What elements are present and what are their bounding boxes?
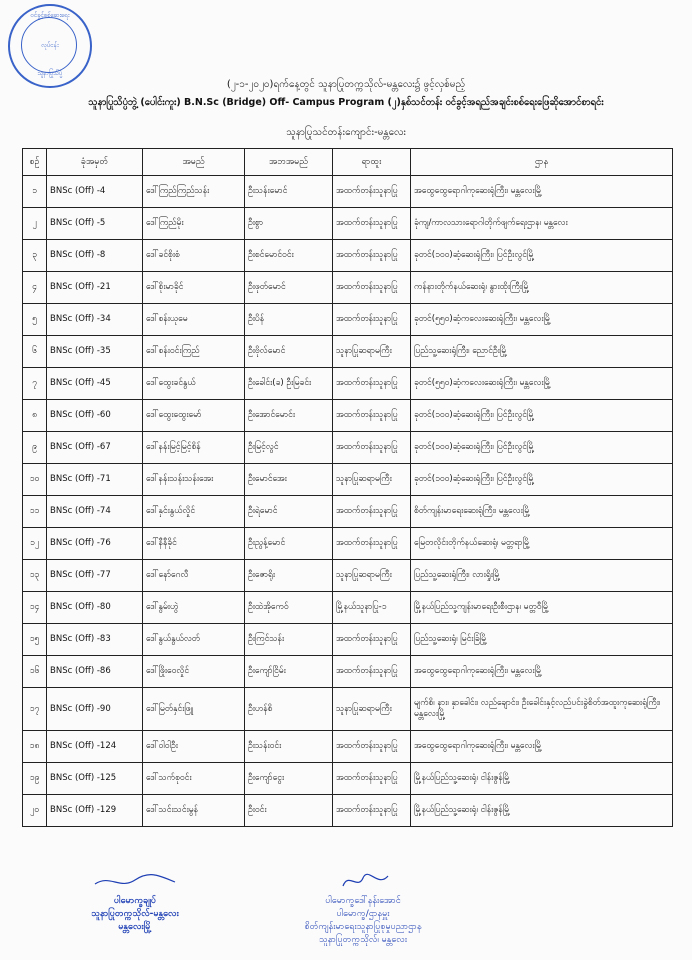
cell-father: ဦးပိန်: [245, 304, 333, 336]
cell-father: ဦးအောင်မောင်း: [245, 400, 333, 432]
table-row: [23, 368, 673, 400]
cell-no: ၆: [23, 336, 47, 368]
cell-dept: ပြည်သူ့ဆေးရုံ၊ မြင်းခြံမြို့: [411, 624, 673, 656]
table-row: [23, 336, 673, 368]
cell-roll: BNSc (Off) -60: [47, 400, 143, 432]
cell-father: ဦးဖုတ်မောင်: [245, 272, 333, 304]
cell-name: ဒေါ်ဝါဝါဦး: [143, 731, 245, 763]
signature-left-line2: သူနာပြုတက္ကသိုလ်-မန္တလေး: [91, 909, 179, 919]
cell-roll: BNSc (Off) -34: [47, 304, 143, 336]
table-row: [23, 272, 673, 304]
cell-father: ဦးဗိုလ်မောင်: [245, 336, 333, 368]
cell-roll: BNSc (Off) -80: [47, 592, 143, 624]
cell-rank: အထက်တန်းသူနာပြု: [333, 272, 411, 304]
seal-middle-text: လုပ်ငန်း: [41, 42, 59, 49]
signature-left-line3: မန္တလေးမြို့: [118, 922, 152, 932]
cell-no: ၂၀: [23, 795, 47, 827]
signature-scribble-icon: [90, 872, 180, 890]
table-row: [23, 688, 673, 731]
cell-name: ဒေါ်နွမ်းဟွဲ: [143, 592, 245, 624]
cell-rank: အထက်တန်းသူနာပြု: [333, 432, 411, 464]
cell-roll: BNSc (Off) -21: [47, 272, 143, 304]
cell-father: ဦးဝင်း: [245, 795, 333, 827]
cell-father: ဦးညွန့်မောင်: [245, 528, 333, 560]
cell-father: ဦးမြင့်လွင်: [245, 432, 333, 464]
cell-no: ၁၇: [23, 688, 47, 731]
cell-rank: အထက်တန်းသူနာပြု: [333, 208, 411, 240]
cell-roll: BNSc (Off) -124: [47, 731, 143, 763]
cell-rank: အထက်တန်းသူနာပြု: [333, 496, 411, 528]
cell-dept: အထွေထွေရောဂါကုဆေးရုံကြီး၊ မန္တလေးမြို့: [411, 731, 673, 763]
cell-father: ဦးကြင်သန်း: [245, 624, 333, 656]
cell-roll: BNSc (Off) -8: [47, 240, 143, 272]
cell-no: ၉: [23, 432, 47, 464]
cell-no: ၁၃: [23, 560, 47, 592]
cell-father: ဦးသန်းမောင်: [245, 176, 333, 208]
cell-dept: မြို့နယ်ပြည်သူ့ဆေးရုံ၊ ငါန်းဇွန်မြို့: [411, 795, 673, 827]
cell-dept: မြို့နယ်ပြည်သူ့ကျန်းမာရေးဦးစီးဌာန၊ မတ္တဝီမြို့: [411, 592, 673, 624]
cell-name: ဒေါ်ကြည်ကြည်သန်း: [143, 176, 245, 208]
cell-rank: အထက်တန်းသူနာပြု: [333, 624, 411, 656]
cell-no: ၃: [23, 240, 47, 272]
cell-dept: ပြည်သူ့ဆေးရုံကြီး၊ ညောင်ဦးမြို့: [411, 336, 673, 368]
cell-rank: အထက်တန်းသူနာပြု: [333, 240, 411, 272]
cell-name: ဒေါ်နန်းမြင့်မြင့်စိန်: [143, 432, 245, 464]
cell-no: ၁၁: [23, 496, 47, 528]
cell-rank: အထက်တန်းသူနာပြု: [333, 528, 411, 560]
cell-roll: BNSc (Off) -129: [47, 795, 143, 827]
col-header-rank: ရာထူး: [333, 149, 411, 176]
cell-roll: BNSc (Off) -74: [47, 496, 143, 528]
col-header-no: စဉ်: [23, 149, 47, 176]
cell-no: ၁၄: [23, 592, 47, 624]
cell-roll: BNSc (Off) -71: [47, 464, 143, 496]
cell-name: ဒေါ်သက်စုဝင်း: [143, 763, 245, 795]
cell-no: ၈: [23, 400, 47, 432]
header-line-3: သူနာပြုသင်တန်းကျောင်း-မန္တလေး: [286, 127, 406, 138]
cell-dept: ပြည်သူ့ဆေးရုံကြီး၊ လားရှိုးမြို့: [411, 560, 673, 592]
signature-right-name: ပါမောက္ခဒေါ်နန်းအောင်: [325, 896, 401, 906]
cell-rank: အထက်တန်းသူနာပြု: [333, 368, 411, 400]
cell-dept: မျက်စိ၊ နား၊ နှာခေါင်း၊ လည်ချောင်း၊ ဦးခေါင်းနှင့်လည်ပင်းခွဲစိတ်အထူးကုဆေးရုံကြီး၊ မန္တလေးမြို့: [411, 688, 673, 731]
seal-bottom-text: သူနာပြုသိပ္ပံ: [37, 70, 63, 77]
signature-left-title: ပါမောက္ခချုပ်: [113, 896, 157, 906]
table-row: [23, 731, 673, 763]
cell-dept: ခုတင်(၁၀၀)ဆံ့ဆေးရုံကြီး၊ ပြင်ဦးလွင်မြို့: [411, 432, 673, 464]
cell-rank: သူနာပြုဆရာမကြီး: [333, 464, 411, 496]
table-row: [23, 763, 673, 795]
table-row: [23, 560, 673, 592]
cell-no: ၇: [23, 368, 47, 400]
cell-roll: BNSc (Off) -45: [47, 368, 143, 400]
table-row: [23, 464, 673, 496]
cell-father: ဦးမောင်အေး: [245, 464, 333, 496]
results-table: [22, 148, 673, 827]
cell-roll: BNSc (Off) -125: [47, 763, 143, 795]
cell-dept: ခုတင်(၅၅၀)ဆံ့ကလေးဆေးရုံကြီး၊ မန္တလေးမြို့: [411, 368, 673, 400]
cell-name: ဒေါ်စန်းဝင်းကြည်: [143, 336, 245, 368]
cell-rank: သူနာပြုဆရာမကြီး: [333, 336, 411, 368]
cell-name: ဒေါ်နှင်းနွယ်လှိုင်: [143, 496, 245, 528]
cell-father: ဦးခေါင်း(ခ) ဦးမြခင်း: [245, 368, 333, 400]
cell-dept: ခုတင်(၁၀၀)ဆံ့ဆေးရုံကြီး၊ ပြင်ဦးလွင်မြို့: [411, 464, 673, 496]
cell-dept: ခုတင်(၁၀၀)ဆံ့ဆေးရုံကြီး၊ ပြင်ဦးလွင်မြို့: [411, 240, 673, 272]
table-row: [23, 432, 673, 464]
cell-father: ဦးကျော်ငြိမ်း: [245, 656, 333, 688]
cell-roll: BNSc (Off) -83: [47, 624, 143, 656]
table-row: [23, 208, 673, 240]
cell-father: ဦးဟန်စိ: [245, 688, 333, 731]
cell-roll: BNSc (Off) -90: [47, 688, 143, 731]
cell-father: ဦးစွာ: [245, 208, 333, 240]
cell-name: ဒေါ်ခင်စိုးစံ: [143, 240, 245, 272]
cell-dept: ခုတင်(၁၀၀)ဆံ့ဆေးရုံကြီး၊ ပြင်ဦးလွင်မြို့: [411, 400, 673, 432]
cell-father: ဦးကျော်ငွေး: [245, 763, 333, 795]
cell-rank: အထက်တန်းသူနာပြု: [333, 795, 411, 827]
signature-block-right: [218, 872, 508, 947]
cell-name: ဒေါ်ကြည်မိုး: [143, 208, 245, 240]
cell-rank: အထက်တန်းသူနာပြု: [333, 304, 411, 336]
col-header-roll: ခုံအမှတ်: [47, 149, 143, 176]
cell-father: ဦးသန်းဝင်း: [245, 731, 333, 763]
cell-name: ဒေါ်စိုးမာခိုင်: [143, 272, 245, 304]
col-header-name: အမည်: [143, 149, 245, 176]
cell-name: ဒေါ်စန်းယုမေ: [143, 304, 245, 336]
cell-father: ဦးစင်မောင်ဝင်း: [245, 240, 333, 272]
signature-scribble-icon: [333, 872, 393, 890]
cell-dept: ခုံကျ/ကာလသားရောဂါတိုက်ဖျက်ရေးဌာန၊ မန္တလေး: [411, 208, 673, 240]
cell-no: ၄: [23, 272, 47, 304]
seal-top-text: ဝင်ခွင့်စစ်ဆေးရေး: [30, 12, 70, 19]
official-seal-stamp: [8, 4, 92, 88]
cell-name: ဒေါ်ဖြိုးဝေလှိုင်: [143, 656, 245, 688]
cell-dept: စိတ်ကျန်းမာရေးဆေးရုံကြီး၊ မန္တလေးမြို့: [411, 496, 673, 528]
cell-no: ၂: [23, 208, 47, 240]
table-row: [23, 304, 673, 336]
cell-name: ဒေါ်နီနီခိုင်: [143, 528, 245, 560]
cell-name: ဒေါ်သင်းသင်းမွန်: [143, 795, 245, 827]
table-row: [23, 528, 673, 560]
cell-no: ၁၉: [23, 763, 47, 795]
signature-right-line3: စိတ်ကျန်းမာရေးသူနာပြုစုမှုပညာဌာန: [304, 922, 422, 932]
cell-father: ဦးရဲမောင်: [245, 496, 333, 528]
table-row: [23, 176, 673, 208]
cell-roll: BNSc (Off) -77: [47, 560, 143, 592]
cell-no: ၁၂: [23, 528, 47, 560]
cell-dept: အထွေထွေရောဂါကုဆေးရုံကြီး၊ မန္တလေးမြို့: [411, 656, 673, 688]
cell-name: ဒေါ်နော်ဂေလီ: [143, 560, 245, 592]
cell-rank: အထက်တန်းသူနာပြု: [333, 400, 411, 432]
cell-roll: BNSc (Off) -4: [47, 176, 143, 208]
cell-name: ဒေါ်နွယ်နွယ်လတ်: [143, 624, 245, 656]
cell-rank: အထက်တန်းသူနာပြု: [333, 656, 411, 688]
cell-no: ၁: [23, 176, 47, 208]
cell-no: ၁၀: [23, 464, 47, 496]
signature-right-line4: သူနာပြုတက္ကသိုလ်၊ မန္တလေး: [318, 935, 408, 945]
cell-dept: မြို့နယ်ပြည်သူ့ဆေးရုံ၊ ငါန်းဇွန်မြို့: [411, 763, 673, 795]
table-row: [23, 795, 673, 827]
table-row: [23, 592, 673, 624]
cell-roll: BNSc (Off) -67: [47, 432, 143, 464]
cell-name: ဒေါ်ထွေးခင်နွယ်: [143, 368, 245, 400]
table-row: [23, 496, 673, 528]
header-line-1: (၂-၁-၂၀၂၀)ရက်နေ့တွင် သူနာပြုတက္ကသိုလ်-မန္တလေး၌ ဖွင့်လှစ်မည့်: [226, 79, 466, 90]
cell-dept: ခုတင်(၅၅၀)ဆံ့ကလေးဆေးရုံကြီး၊ မန္တလေးမြို့: [411, 304, 673, 336]
signature-right-line2: ပါမောက္ခ/ဌာနမှူး: [336, 909, 390, 919]
cell-dept: မြေတလိုင်းတိုက်နယ်ဆေးရုံ၊ မတ္တရာမြို့: [411, 528, 673, 560]
table-row: [23, 240, 673, 272]
table-row: [23, 400, 673, 432]
cell-rank: သူနာပြုဆရာမကြီး: [333, 688, 411, 731]
cell-name: ဒေါ်မြတ်နှင်းဖြူ: [143, 688, 245, 731]
cell-rank: မြို့နယ်သူနာပြု-၁: [333, 592, 411, 624]
cell-dept: အထွေထွေရောဂါကုဆေးရုံကြီး၊ မန္တလေးမြို့: [411, 176, 673, 208]
cell-rank: အထက်တန်းသူနာပြု: [333, 731, 411, 763]
cell-roll: BNSc (Off) -76: [47, 528, 143, 560]
cell-rank: အထက်တန်းသူနာပြု: [333, 176, 411, 208]
cell-no: ၁၆: [23, 656, 47, 688]
cell-name: ဒေါ်ထွေးထွေးမော်: [143, 400, 245, 432]
cell-name: ဒေါ်နန်းသန်းသန်းအေး: [143, 464, 245, 496]
table-row: [23, 624, 673, 656]
cell-father: ဦးထဲအိုကေဝ်: [245, 592, 333, 624]
signature-block-left: [40, 872, 230, 934]
header-line-2: သူနာပြုသိပ္ပံဘွဲ့ (ပေါင်းကူး) B.N.Sc (Bridge) Off- Campus Program (၂)နှစ်သင်တန်း ဝင်ခွင့်အရည်အချင်းစစ်ရေးဖြေဆိုအောင်စာရင်း: [88, 97, 604, 108]
cell-father: ဦးဇောရိုး: [245, 560, 333, 592]
col-header-dept: ဌာန: [411, 149, 673, 176]
cell-roll: BNSc (Off) -35: [47, 336, 143, 368]
cell-no: ၅: [23, 304, 47, 336]
cell-roll: BNSc (Off) -5: [47, 208, 143, 240]
cell-rank: သူနာပြုဆရာမကြီး: [333, 560, 411, 592]
cell-dept: ကန်နားတိုက်နယ်ဆေးရုံ၊ နွားထိုးကြီးမြို့: [411, 272, 673, 304]
cell-no: ၁၅: [23, 624, 47, 656]
col-header-father: အဘအမည်: [245, 149, 333, 176]
cell-no: ၁၈: [23, 731, 47, 763]
table-header-row: [23, 149, 673, 176]
cell-rank: အထက်တန်းသူနာပြု: [333, 763, 411, 795]
cell-roll: BNSc (Off) -86: [47, 656, 143, 688]
table-row: [23, 656, 673, 688]
